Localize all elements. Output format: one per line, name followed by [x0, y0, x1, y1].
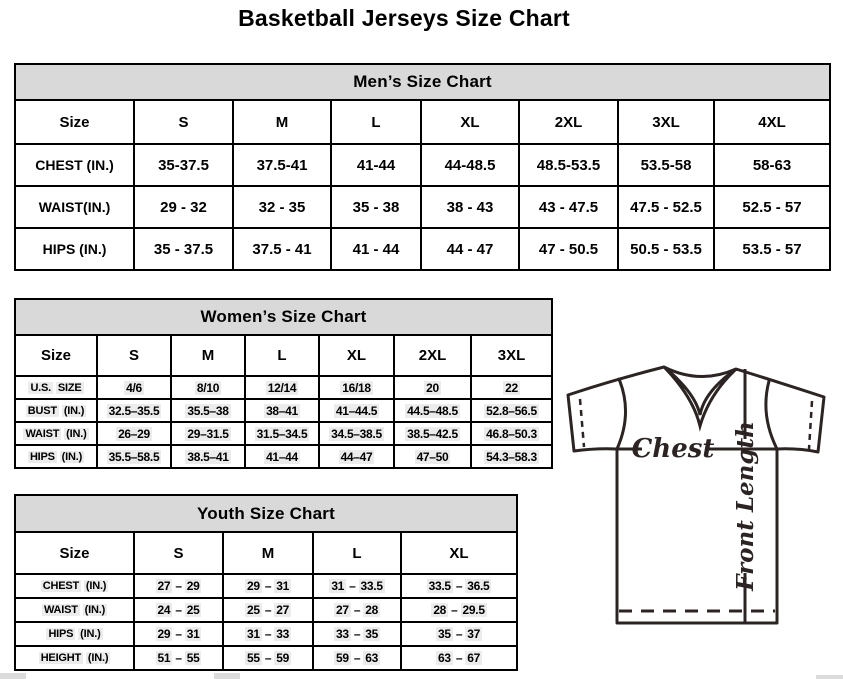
column-header-row: [15, 532, 517, 574]
bottom-edge-fragment: [0, 673, 26, 679]
cell-text: (IN.): [66, 427, 87, 440]
cell-text: WAIST: [25, 427, 60, 440]
size-value-cell: 53.5 - 57: [714, 228, 830, 270]
size-value-cell: [245, 399, 319, 422]
size-value-cell: 37.5 - 41: [233, 228, 331, 270]
womens-chart-title: Women’s Size Chart: [15, 299, 552, 335]
row-label: WAIST(IN.): [15, 186, 134, 228]
table-row: [15, 622, 517, 646]
size-value-cell: 27 – 28: [313, 598, 401, 622]
cell-text: 46.8–50.3: [486, 426, 537, 441]
size-value-cell: 51 – 55: [134, 646, 223, 670]
table-row: [15, 144, 830, 186]
column-header-row: [15, 100, 830, 144]
size-value-cell: 63 – 67: [401, 646, 517, 670]
size-value-cell: [171, 445, 245, 468]
table-row: [15, 445, 552, 468]
cell-text: 12/14: [267, 380, 297, 395]
cell-text: 38.5–42.5: [407, 426, 458, 441]
size-value-cell: 55 – 59: [223, 646, 313, 670]
cell-text: 33: [336, 627, 349, 641]
table-row: [15, 646, 517, 670]
col-header-m: M: [223, 532, 313, 574]
size-value-cell: [394, 399, 471, 422]
cell-text: 55: [186, 651, 200, 665]
page-title: Basketball Jerseys Size Chart: [238, 5, 570, 31]
col-header-xl: XL: [421, 100, 519, 144]
youth-chart-title: Youth Size Chart: [15, 495, 517, 532]
cell-text: 28: [433, 603, 447, 617]
cell-text: 24: [157, 603, 171, 617]
cell-text: 52.8–56.5: [486, 403, 537, 418]
cell-text: 59: [336, 651, 349, 665]
size-value-cell: 50.5 - 53.5: [618, 228, 714, 270]
size-value-cell: [319, 445, 394, 468]
size-value-cell: 33 – 35: [313, 622, 401, 646]
size-value-cell: 31 – 33: [223, 622, 313, 646]
size-value-cell: 29 – 31: [223, 574, 313, 598]
womens-size-chart-table: [14, 298, 553, 469]
col-header-s: S: [97, 335, 171, 376]
size-value-cell: [471, 445, 552, 468]
table-row: [15, 574, 517, 598]
row-label: HIPS (IN.): [15, 228, 134, 270]
size-value-cell: 47 - 50.5: [519, 228, 618, 270]
row-label: [15, 646, 134, 670]
front-length-label: Front Length: [732, 421, 759, 591]
cell-text: 16/18: [342, 380, 371, 395]
cell-text: 47–50: [416, 449, 449, 464]
size-value-cell: [319, 399, 394, 422]
cell-text: U.S.: [30, 381, 52, 394]
row-label: [15, 445, 97, 468]
size-value-cell: [394, 422, 471, 445]
cell-text: 25: [247, 603, 260, 617]
cell-text: 4/6: [126, 380, 142, 395]
column-header-row: [15, 335, 552, 376]
size-value-cell: 58-63: [714, 144, 830, 186]
cell-text: 29–31.5: [187, 426, 229, 441]
cell-text: 35.5–38: [187, 403, 229, 418]
cell-text: (IN.): [80, 628, 101, 640]
cell-text: 8/10: [196, 380, 220, 395]
cell-text: 29: [186, 579, 200, 593]
size-value-cell: [97, 445, 171, 468]
col-header-2xl: 2XL: [394, 335, 471, 376]
size-value-cell: 27 – 29: [134, 574, 223, 598]
youth-size-chart-table: [14, 494, 518, 671]
cell-text: 32.5–35.5: [108, 403, 160, 418]
cell-text: 51: [157, 651, 171, 665]
size-value-cell: [319, 376, 394, 399]
col-header-3xl: 3XL: [471, 335, 552, 376]
table-row: [15, 376, 552, 399]
size-value-cell: 59 – 63: [313, 646, 401, 670]
cell-text: 35: [365, 627, 378, 641]
cell-text: 34.5–38.5: [331, 426, 382, 441]
size-value-cell: [97, 376, 171, 399]
cell-text: 25: [186, 603, 200, 617]
cell-text: SIZE: [57, 381, 82, 394]
cell-text: 31: [247, 627, 260, 641]
cell-text: (IN.): [87, 652, 109, 664]
cell-text: 27: [336, 603, 349, 617]
table-row: [15, 422, 552, 445]
size-value-cell: 38 - 43: [421, 186, 519, 228]
cell-text: 28: [365, 603, 378, 617]
cell-text: 31: [331, 579, 345, 593]
cell-text: 44–47: [340, 449, 373, 464]
row-label: [15, 399, 97, 422]
row-label: [15, 422, 97, 445]
cell-text: CHEST: [42, 580, 80, 592]
cell-text: 67: [467, 651, 480, 665]
cell-text: (IN.): [63, 404, 85, 417]
row-label: [15, 598, 134, 622]
size-value-cell: 37.5-41: [233, 144, 331, 186]
row-label: [15, 574, 134, 598]
col-header-l: L: [245, 335, 319, 376]
size-value-cell: [171, 376, 245, 399]
cell-text: 29.5: [462, 603, 485, 617]
cell-text: 33: [276, 627, 289, 641]
mens-size-chart-table: [14, 63, 831, 271]
cell-text: 26–29: [118, 426, 150, 441]
cell-text: 54.3–58.3: [486, 449, 537, 464]
size-value-cell: 52.5 - 57: [714, 186, 830, 228]
size-value-cell: 44-48.5: [421, 144, 519, 186]
cell-text: 31.5–34.5: [256, 426, 308, 441]
size-value-cell: [171, 422, 245, 445]
cell-text: 20: [426, 380, 439, 395]
cell-text: 27: [157, 579, 171, 593]
table-row: [15, 399, 552, 422]
row-label: [15, 622, 134, 646]
size-value-cell: 33.5 – 36.5: [401, 574, 517, 598]
col-header-l: L: [313, 532, 401, 574]
col-header-2xl: 2XL: [519, 100, 618, 144]
table-row: [15, 598, 517, 622]
cell-text: 41–44: [266, 449, 298, 464]
size-value-cell: 29 – 31: [134, 622, 223, 646]
col-header-size: Size: [15, 532, 134, 574]
cell-text: 33.5: [360, 579, 383, 593]
cell-text: 63: [365, 651, 378, 665]
size-value-cell: [245, 422, 319, 445]
col-header-size: Size: [15, 335, 97, 376]
size-value-cell: [245, 376, 319, 399]
size-value-cell: 48.5-53.5: [519, 144, 618, 186]
cell-text: 29: [157, 627, 171, 641]
col-header-size: Size: [15, 100, 134, 144]
cell-text: 31: [276, 579, 289, 593]
size-value-cell: [97, 399, 171, 422]
cell-text: 29: [247, 579, 260, 593]
size-value-cell: [471, 422, 552, 445]
size-value-cell: 32 - 35: [233, 186, 331, 228]
mens-chart-title: Men’s Size Chart: [15, 64, 830, 100]
size-value-cell: [394, 376, 471, 399]
cell-text: (IN.): [85, 580, 107, 592]
cell-text: (IN.): [61, 450, 83, 463]
size-value-cell: 41-44: [331, 144, 421, 186]
cell-text: HEIGHT: [40, 652, 82, 664]
col-header-s: S: [134, 532, 223, 574]
col-header-m: M: [233, 100, 331, 144]
size-value-cell: [97, 422, 171, 445]
row-label: CHEST (IN.): [15, 144, 134, 186]
col-header-l: L: [331, 100, 421, 144]
chart-header-row: [15, 64, 830, 100]
cell-text: HIPS: [48, 628, 74, 640]
cell-text: WAIST: [43, 604, 78, 616]
col-header-xl: XL: [319, 335, 394, 376]
cell-text: 59: [276, 651, 289, 665]
cell-text: 27: [276, 603, 289, 617]
size-value-cell: 44 - 47: [421, 228, 519, 270]
cell-text: 63: [438, 651, 451, 665]
jersey-measurement-diagram: [553, 355, 843, 628]
cell-text: 35: [438, 627, 451, 641]
size-value-cell: 41 - 44: [331, 228, 421, 270]
size-value-cell: 47.5 - 52.5: [618, 186, 714, 228]
size-value-cell: [394, 445, 471, 468]
col-header-s: S: [134, 100, 233, 144]
chart-header-row: [15, 495, 517, 532]
col-header-3xl: 3XL: [618, 100, 714, 144]
size-value-cell: [471, 376, 552, 399]
size-value-cell: 29 - 32: [134, 186, 233, 228]
table-row: [15, 228, 830, 270]
cell-text: 38–41: [266, 403, 298, 418]
cell-text: BUST: [27, 404, 57, 417]
size-value-cell: [471, 399, 552, 422]
chart-header-row: [15, 299, 552, 335]
size-value-cell: 35 - 38: [331, 186, 421, 228]
col-header-xl: XL: [401, 532, 517, 574]
size-value-cell: [319, 422, 394, 445]
cell-text: 37: [467, 627, 480, 641]
cell-text: 36.5: [467, 579, 490, 593]
cell-text: 41–44.5: [335, 403, 378, 418]
cell-text: 22: [505, 380, 518, 395]
col-header-m: M: [171, 335, 245, 376]
size-value-cell: 43 - 47.5: [519, 186, 618, 228]
size-value-cell: [245, 445, 319, 468]
size-value-cell: 28 – 29.5: [401, 598, 517, 622]
size-value-cell: 31 – 33.5: [313, 574, 401, 598]
bottom-edge-fragment: [214, 673, 240, 679]
cell-text: 33.5: [428, 579, 451, 593]
size-value-cell: 25 – 27: [223, 598, 313, 622]
size-value-cell: [171, 399, 245, 422]
size-value-cell: 35 – 37: [401, 622, 517, 646]
size-value-cell: 35-37.5: [134, 144, 233, 186]
cell-text: 55: [247, 651, 260, 665]
bottom-edge-fragment: [816, 675, 843, 679]
cell-text: 44.5–48.5: [407, 403, 458, 418]
table-row: [15, 186, 830, 228]
cell-text: 31: [186, 627, 200, 641]
row-label: [15, 376, 97, 399]
cell-text: (IN.): [84, 604, 106, 616]
cell-text: HIPS: [29, 450, 55, 463]
cell-text: 35.5–58.5: [108, 449, 160, 464]
size-value-cell: 24 – 25: [134, 598, 223, 622]
cell-text: 38.5–41: [187, 449, 229, 464]
chest-label: Chest: [631, 434, 715, 464]
col-header-4xl: 4XL: [714, 100, 830, 144]
size-value-cell: 35 - 37.5: [134, 228, 233, 270]
size-value-cell: 53.5-58: [618, 144, 714, 186]
